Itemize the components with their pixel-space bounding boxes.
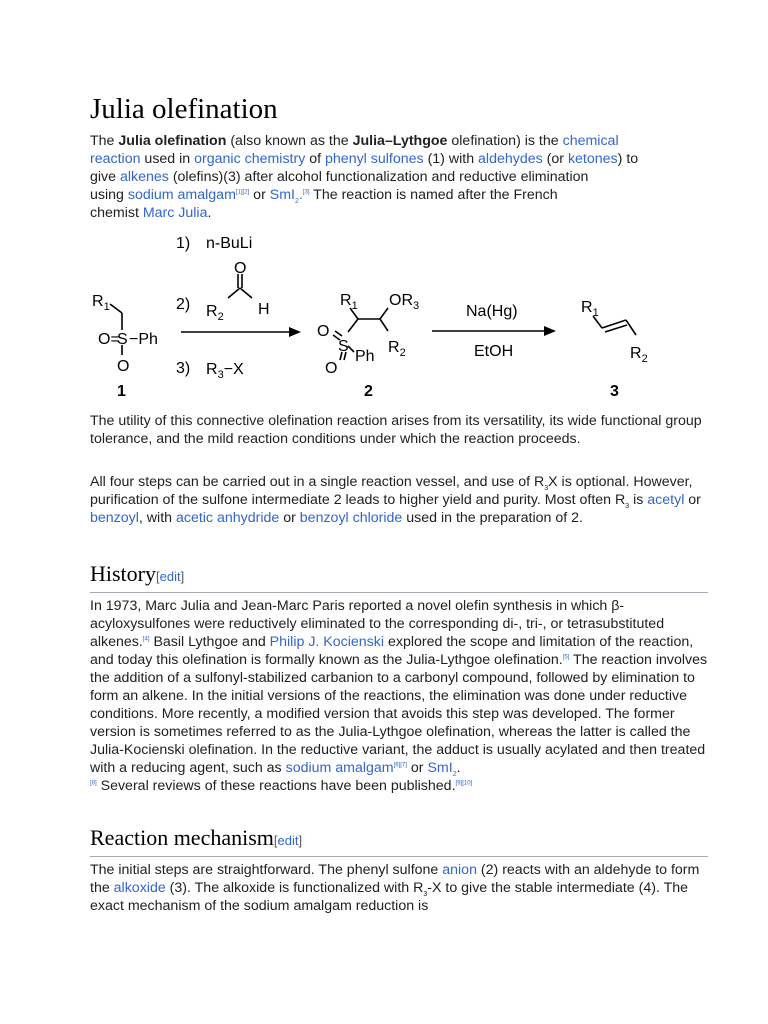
link-benzoyl[interactable]: benzoyl	[90, 510, 139, 526]
text: explored the scope and limitation of the reaction, and today this olefination is formally known as the Julia-Lythgoe olefination.	[90, 634, 694, 668]
subscript: 3	[625, 502, 630, 510]
text: (olefins)(3) after alcohol functionalization and reductive elimination	[168, 169, 589, 185]
text: .	[207, 205, 212, 221]
compound-2-r1: $R_1$	[340, 292, 358, 312]
text: The reaction is named after the French	[309, 187, 558, 203]
heading-text: History	[90, 561, 156, 586]
steps-paragraph	[90, 473, 708, 527]
subscript: 2	[452, 770, 457, 778]
aldehyde-r2: $R_2$	[206, 303, 224, 323]
link-philip-kocienski[interactable]: Philip J. Kocienski	[269, 634, 385, 650]
bold-term: Julia–Lythgoe	[352, 133, 448, 149]
text: used in	[140, 151, 195, 167]
text: All four steps can be carried out in a single reaction vessel, and use of R	[90, 474, 545, 490]
text: SmI	[269, 187, 295, 203]
utility-paragraph: The utility of this connective olefination reaction arises from its versatility, its wide functional group tolerance, and the mild reaction conditions under which the reaction proceeds.	[90, 413, 702, 447]
mechanism-paragraph	[90, 861, 708, 915]
subscript: 3	[544, 484, 549, 492]
text: Several reviews of these reactions have been published.	[96, 778, 456, 794]
step-1-reagent: n-BuLi	[206, 235, 253, 252]
atom-o: O	[117, 358, 130, 375]
compound-3-r2: $R_2$	[630, 345, 648, 365]
text: used in the preparation of 2.	[402, 510, 583, 526]
bracket: [	[156, 569, 160, 584]
text: is	[629, 492, 648, 508]
bracket: ]	[298, 833, 303, 848]
subscript: 3	[423, 890, 428, 898]
text: olefination) is the	[447, 133, 563, 149]
link-smi2-2[interactable]	[427, 760, 456, 776]
text: or	[279, 510, 300, 526]
text: SmI	[427, 760, 453, 776]
bold-term: Julia olefination	[118, 133, 227, 149]
citation[interactable]: [9][10]	[455, 780, 473, 787]
compound-3-r1: $R_1$	[581, 299, 599, 319]
step-3-label: 3)	[176, 360, 191, 377]
heading-text: Reaction mechanism	[90, 825, 274, 850]
reagent-na-hg: Na(Hg)	[466, 303, 518, 320]
text: give	[90, 169, 120, 185]
atom-o: O	[234, 260, 247, 277]
link-anion[interactable]: anion	[442, 862, 477, 878]
text: , with	[138, 510, 176, 526]
compound-2-r2: $R_2$	[388, 339, 406, 359]
reagent-etoh: EtOH	[474, 343, 514, 360]
subscript: 2	[294, 197, 299, 205]
compound-2-label: 2	[364, 383, 373, 400]
bracket: [	[273, 833, 278, 848]
compound-2-or3: $OR_3$	[389, 292, 420, 312]
link-sodium-amalgam-2[interactable]: sodium amalgam	[285, 760, 394, 776]
page-title: Julia olefination	[90, 93, 278, 125]
text: (also known as the	[226, 133, 353, 149]
text: of	[305, 151, 326, 167]
link-alkoxide[interactable]: alkoxide	[113, 880, 166, 896]
bracket: ]	[180, 569, 185, 584]
text: or	[249, 187, 270, 203]
atom-s: S	[117, 331, 128, 348]
step-2-label: 2)	[176, 296, 191, 313]
link-sodium-amalgam[interactable]: sodium amalgam	[127, 187, 236, 203]
section-heading-history	[90, 560, 708, 593]
compound-1-r1: $R_1$	[92, 293, 110, 313]
compound-3-label: 3	[610, 383, 619, 400]
citation[interactable]: [3]	[302, 189, 310, 196]
step-3-reagent: $R_3-X$	[206, 361, 244, 381]
citation[interactable]: [5]	[562, 654, 570, 661]
text: (2) reacts with an aldehyde to form the	[90, 862, 700, 896]
link-phenyl-sulfones[interactable]: phenyl sulfones	[325, 151, 424, 167]
link-marc-julia[interactable]: Marc Julia	[142, 205, 208, 221]
text: -X to give the stable intermediate (4). The exact mechanism of the sodium amalgam reduction is	[90, 880, 689, 914]
step-1-label: 1)	[176, 235, 191, 252]
link-ketones[interactable]: ketones	[567, 151, 618, 167]
text: ) to	[617, 151, 639, 167]
link-chemical[interactable]: chemical	[562, 133, 619, 149]
text: (3). The alkoxide is functionalized with R	[165, 880, 424, 896]
group-ph: −Ph	[129, 331, 158, 348]
text: The reaction involves the addition of a sulfonyl-stabilized carbanion to a carbonyl compound, followed by elimination to form an alkene. In the initial versions of the reactions, the elimination was done under reductive conditions. More recently, a modified version that avoids this step was developed. The former version is sometimes referred to as the Julia-Lythgoe olefination, whereas the latter is called the Julia-Kocienski olefination. In the reductive variant, the adduct is usually acylated and then treated with a reducing agent, such as	[90, 652, 708, 776]
text: using	[90, 187, 128, 203]
text: or	[406, 760, 428, 776]
text: Basil Lythgoe and	[149, 634, 270, 650]
link-reaction[interactable]: reaction	[90, 151, 141, 167]
section-heading-mechanism	[90, 824, 708, 857]
text: The	[90, 133, 119, 149]
link-aldehydes[interactable]: aldehydes	[478, 151, 543, 167]
link-alkenes[interactable]: alkenes	[119, 169, 169, 185]
edit-link-history[interactable]: edit	[159, 569, 181, 584]
link-organic-chemistry[interactable]: organic chemistry	[194, 151, 306, 167]
group-ph: Ph	[355, 348, 375, 365]
link-benzoyl-chloride[interactable]: benzoyl chloride	[299, 510, 403, 526]
atom-o: O	[325, 360, 338, 377]
edit-link-mechanism[interactable]: edit	[277, 833, 299, 848]
atom-o-eq: O=	[98, 331, 120, 348]
citation[interactable]: [6][7]	[393, 762, 407, 769]
atom-h: H	[258, 301, 270, 318]
reaction-scheme	[88, 228, 668, 404]
link-smi2[interactable]	[270, 187, 299, 203]
atom-s: S	[338, 338, 349, 355]
text: (or	[542, 151, 568, 167]
link-acetyl[interactable]: acetyl	[647, 492, 685, 508]
text: .	[456, 760, 461, 776]
atom-o: O	[317, 323, 330, 340]
history-paragraph	[90, 597, 708, 795]
text: The initial steps are straightforward. The phenyl sulfone	[90, 862, 443, 878]
text: (1) with	[423, 151, 479, 167]
intro-paragraph: The Julia olefination (also known as the Julia–Lythgoe olefination) is the chemical reaction used in organic chemistry of phenyl sulfones (1) with aldehydes (or ketones) to give alkenes (olefins)(3) after alcohol functionalization and reductive elimination using sodium amalgam[1][2] or SmI$_2$.[3] The reaction is named after the French chemist Marc Julia.	[90, 133, 639, 221]
link-acetic-anhydride[interactable]: acetic anhydride	[175, 510, 280, 526]
citation[interactable]: [8]	[90, 780, 97, 787]
citation[interactable]: [1][2]	[235, 189, 250, 196]
text: or	[684, 492, 701, 508]
text: In 1973, Marc Julia and Jean-Marc Paris reported a novel olefin synthesis in which β-acyloxysulfones were reductively eliminated to the corresponding di-, tri-, or tetrasubstituted alkenes.	[90, 598, 665, 650]
citation[interactable]: [4]	[142, 636, 150, 643]
text: chemist	[90, 205, 143, 221]
compound-1-label: 1	[117, 383, 126, 400]
text: X is optional. However, purification of the sulfone intermediate 2 leads to higher yield and purity. Most often R	[90, 474, 693, 508]
